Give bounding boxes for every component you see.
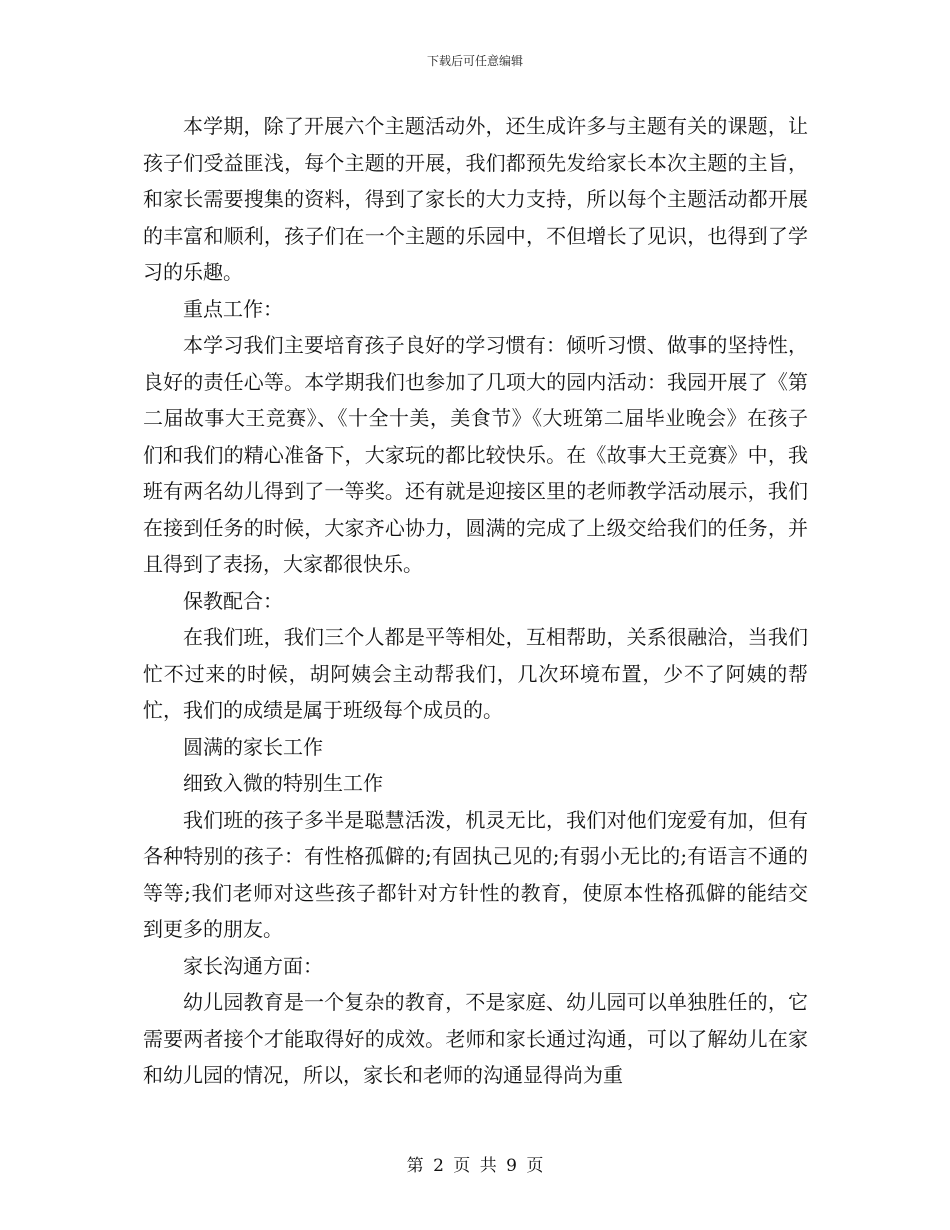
paragraph-theme-activities: 本学期，除了开展六个主题活动外，还生成许多与主题有关的课题，让孩子们受益匪浅，每个主题的开展，我们都预先发给家长本次主题的主旨，和家长需要搜集的资料，得到了家长的大力支持，所以每个主题活动都开展的丰富和顺利，孩子们在一个主题的乐园中，不但增长了见识，也得到了学习的乐趣。 (143, 114, 808, 284)
paragraph-key-work: 本学习我们主要培育孩子良好的学习惯有：倾听习惯、做事的坚持性，良好的责任心等。本学期我们也参加了几项大的园内活动：我园开展了《第二届故事大王竞赛》、《十全十美，美食节》《大班第二届毕业晚会》在孩子们和我们的精心准备下，大家玩的都比较快乐。在《故事大王竞赛》中，我班有两名幼儿得到了一等奖。还有就是迎接区里的老师教学活动展示，我们在接到任务的时候，大家齐心协力，圆满的完成了上级交给我们的任务，并且得到了表扬，大家都很快乐。 (143, 333, 808, 576)
page-header: 下载后可任意编辑 (426, 54, 523, 68)
section-heading-care-cooperation: 保教配合： (183, 588, 283, 613)
section-heading-parent-communication: 家长沟通方面： (183, 953, 323, 978)
page-number: 第 2 页 共 9 页 (406, 1156, 544, 1176)
document-body (143, 108, 808, 1094)
section-heading-special-students: 细致入微的特别生工作 (183, 771, 383, 795)
section-heading-key-work: 重点工作： (183, 296, 283, 321)
paragraph-special-students: 我们班的孩子多半是聪慧活泼，机灵无比，我们对他们宠爱有加，但有各种特别的孩子：有性格孤僻的;有固执己见的;有弱小无比的;有语言不通的等等;我们老师对这些孩子都针对方针性的教育，使原本性格孤僻的能结交到更多的朋友。 (143, 807, 808, 941)
section-heading-parent-work: 圆满的家长工作 (183, 734, 323, 759)
paragraph-parent-communication: 幼儿园教育是一个复杂的教育，不是家庭、幼儿园可以单独胜任的，它需要两者接个才能取得好的成效。老师和家长通过沟通，可以了解幼儿在家和幼儿园的情况，所以，家长和老师的沟通显得尚为重 (143, 990, 808, 1087)
paragraph-care-cooperation: 在我们班，我们三个人都是平等相处，互相帮助，关系很融洽，当我们忙不过来的时候，胡阿姨会主动帮我们，几次环境布置，少不了阿姨的帮忙，我们的成绩是属于班级每个成员的。 (143, 625, 808, 722)
